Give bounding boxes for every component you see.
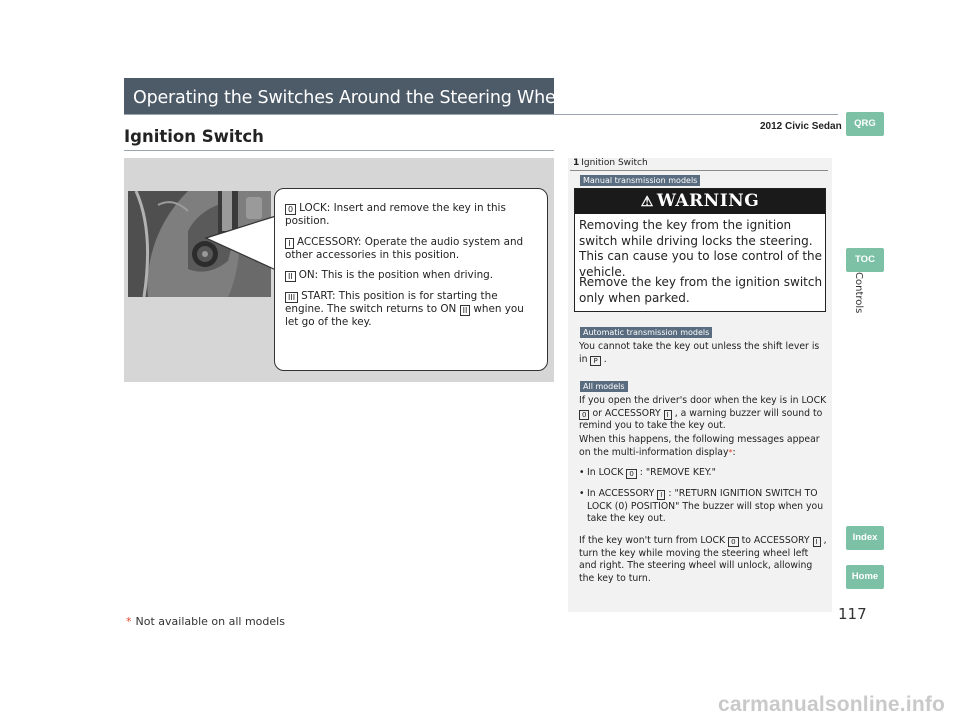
key-1-icon: I	[285, 238, 294, 249]
key-2-icon: II	[285, 271, 296, 282]
key-0-icon: 0	[579, 410, 589, 420]
display-message-note: When this happens, the following messages appear on the multi-information display*:	[579, 434, 820, 458]
warning-text-1: Removing the key from the ignition switch while driving locks the steering. This can cause you to lose control of the vehicle.	[579, 218, 823, 279]
all-models-tag: All models	[580, 381, 628, 392]
reference-index: 1	[573, 158, 580, 168]
position-accessory: I ACCESSORY: Operate the audio system and other accessories in this position.	[285, 235, 524, 261]
warning-text-2: Remove the key from the ignition switch only when parked.	[579, 275, 823, 305]
page-heading: Ignition Switch	[124, 127, 264, 146]
all-models-note: If you open the driver's door when the key is in LOCK 0 or ACCESSORY I , a warning buzzer will sound to remind you to take the key out.	[579, 395, 827, 431]
index-button[interactable]: Index	[846, 526, 884, 550]
bullet-accessory-message: • In ACCESSORY I : "RETURN IGNITION SWITCH TO LOCK (0) POSITION" The buzzer will stop when you take the key out.	[579, 488, 827, 526]
key-0-icon: 0	[285, 204, 296, 215]
manual-transmission-tag: Manual transmission models	[580, 175, 700, 186]
side-notes	[568, 158, 832, 612]
position-lock: 0 LOCK: Insert and remove the key in this position.	[285, 202, 506, 227]
key-0-icon: 0	[728, 537, 738, 547]
position-start: III START: This position is for starting the engine. The switch returns to ON II when you let go of the key.	[285, 290, 524, 328]
banner-divider	[124, 114, 838, 115]
section-title: Operating the Switches Around the Steering Wheel	[133, 88, 571, 108]
ignition-positions-callout	[274, 188, 548, 371]
key-1-icon: I	[813, 537, 821, 547]
warning-header: ⚠ WARNING	[575, 189, 825, 214]
key-2-icon: II	[460, 305, 471, 316]
automatic-transmission-tag: Automatic transmission models	[580, 327, 712, 338]
warning-box	[574, 188, 826, 312]
side-divider	[570, 170, 828, 171]
section-banner	[124, 78, 571, 114]
page-number: 117	[838, 605, 867, 623]
model-label: 2012 Civic Sedan	[760, 121, 842, 132]
key-3-icon: III	[285, 292, 298, 303]
key-turn-note: If the key won't turn from LOCK 0 to ACCESSORY I , turn the key while moving the steering wheel left and right. The steering wheel will unlock, allowing the key to turn.	[579, 535, 827, 584]
key-1-icon: I	[657, 490, 665, 500]
automatic-note: You cannot take the key out unless the shift lever is in P .	[579, 341, 820, 365]
footnote-star: *	[126, 615, 132, 628]
heading-divider	[124, 150, 554, 151]
key-0-icon: 0	[626, 469, 636, 479]
bullet-lock-message: • In LOCK 0 : "REMOVE KEY."	[579, 467, 827, 480]
ignition-switch-photo	[128, 191, 271, 297]
side-title: 1 Ignition Switch	[573, 158, 648, 168]
key-1-icon: I	[664, 410, 672, 420]
watermark: carmanualsonline.info	[718, 693, 946, 716]
key-p-icon: P	[590, 356, 600, 366]
footnote: * Not available on all models	[126, 615, 285, 628]
qrg-button[interactable]: QRG	[846, 112, 884, 136]
home-button[interactable]: Home	[846, 565, 884, 589]
footnote-asterisk: *	[728, 447, 733, 457]
toc-button[interactable]: TOC	[846, 248, 884, 272]
position-on: II ON: This is the position when driving.	[285, 269, 537, 282]
alert-triangle-icon: ⚠	[640, 194, 654, 210]
chapter-tab-controls[interactable]: Controls	[853, 272, 864, 314]
illustration-panel	[124, 158, 554, 382]
